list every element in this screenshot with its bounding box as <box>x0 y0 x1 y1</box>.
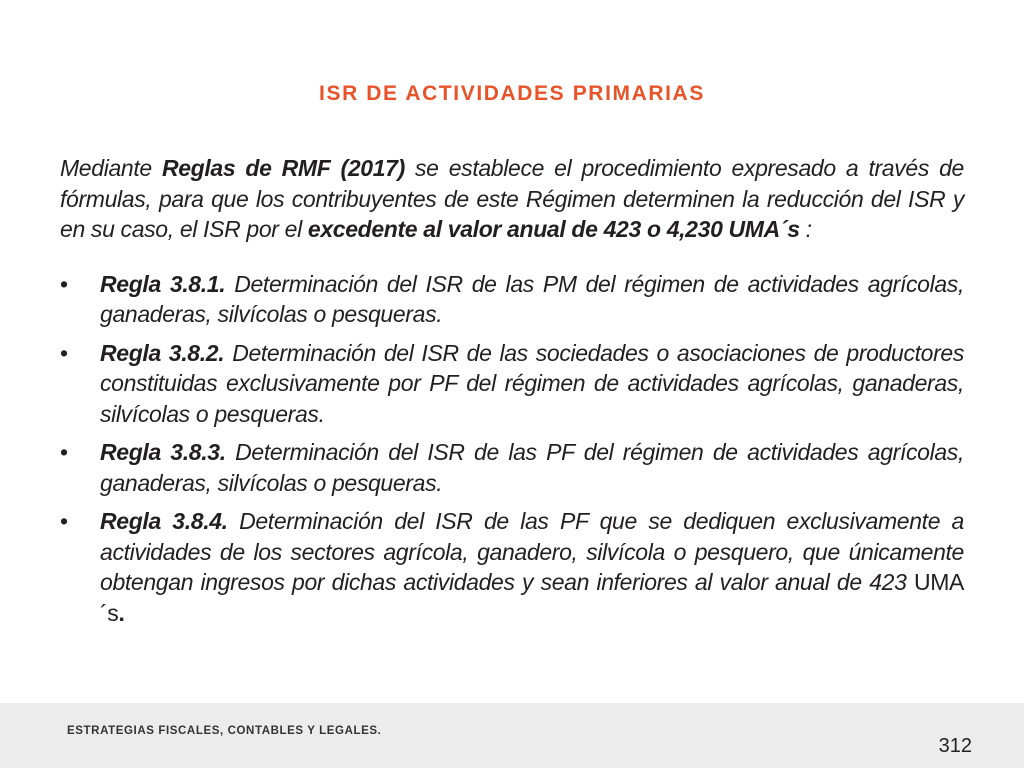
list-item-rule-3-8-2 <box>60 338 964 430</box>
footer-bar <box>0 703 1024 768</box>
slide-content <box>60 153 964 636</box>
rule-text: Determinación del ISR de las PF que se dediquen exclusivamente a actividades de los sectores agrícola, ganadero, silvícola o pesquero, que únicamente obtengan ingresos por dichas actividades y sean inferiores al valor anual de 423 <box>100 508 964 595</box>
list-item-rule-3-8-4 <box>60 506 964 628</box>
bullet-icon: • <box>60 270 68 297</box>
intro-text-1: Mediante <box>60 155 162 181</box>
intro-bold-1: Reglas de RMF (2017) <box>161 155 405 181</box>
rule-label: Regla 3.8.2. <box>100 339 225 366</box>
rule-text-end: . <box>118 599 125 626</box>
slide-title: ISR DE ACTIVIDADES PRIMARIAS <box>319 82 705 105</box>
rule-text: Determinación del ISR de las PM del régimen de actividades agrícolas, ganaderas, silvícolas o pesqueras. <box>100 270 964 327</box>
intro-text-2: se establece el procedimiento expresado a través de fórmulas, para que los contribuyentes de este Régimen determinen la reducción del ISR y en su caso, el ISR por el <box>60 155 964 242</box>
intro-bold-2: excedente al valor anual de 423 o 4,230 UMA´s <box>307 216 800 242</box>
rule-label: Regla 3.8.3. <box>100 439 226 465</box>
page-number: 312 <box>938 735 972 757</box>
intro-text-3: : <box>799 216 812 242</box>
bullet-icon: • <box>60 339 68 366</box>
rule-label: Regla 3.8.4. <box>100 508 228 534</box>
footer-text: ESTRATEGIAS FISCALES, CONTABLES Y LEGALES. <box>67 725 382 737</box>
rule-label: Regla 3.8.1. <box>100 270 226 297</box>
rule-text: Determinación del ISR de las sociedades o asociaciones de productores constituidas exclusivamente por PF del régimen de actividades agrícolas, ganaderas, silvícolas o pesqueras. <box>100 339 964 427</box>
rules-list <box>60 269 964 629</box>
rule-text: Determinación del ISR de las PF del régimen de actividades agrícolas, ganaderas, silvícolas o pesqueras. <box>100 439 964 496</box>
intro-paragraph <box>60 153 964 245</box>
list-item-rule-3-8-3 <box>60 437 964 498</box>
rule-text-uma: UMA´s <box>100 569 964 626</box>
bullet-icon: • <box>60 439 68 465</box>
list-item-rule-3-8-1 <box>60 269 964 330</box>
bullet-icon: • <box>60 508 68 534</box>
